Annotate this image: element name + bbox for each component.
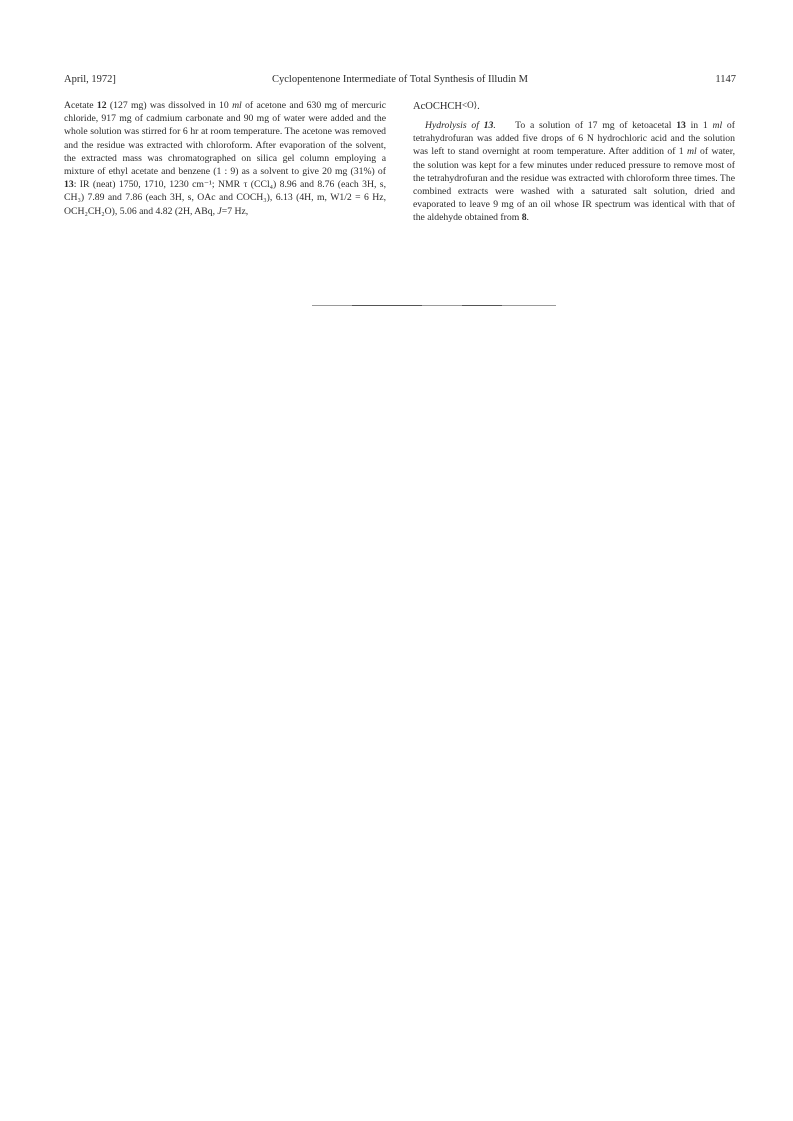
coupling-constant: J bbox=[217, 205, 222, 217]
text-run: : IR (neat) 1750, 1710, 1230 cm⁻¹; NMR τ (CCl₄) 8.96 and 8.76 (each 3H, s, CH₃) 7.89 and 7.86 (each 3H, s, OAc and COCH₃), 6.13 (4H, m, W1/2 = 6 Hz, OCH₂CH₂O), 5.06 and 4.82 (2H, ABq, bbox=[64, 179, 386, 217]
text-run: =7 Hz, bbox=[221, 205, 249, 217]
compound-number: 13 bbox=[676, 120, 686, 131]
experimental-paragraph bbox=[64, 99, 386, 218]
page-number: 1147 bbox=[715, 74, 736, 85]
chemical-formula bbox=[413, 97, 735, 115]
unit-ml: ml bbox=[686, 146, 697, 158]
text-run: of acetone and 630 mg of mercuric chloride, 917 mg of cadmium carbonate and 90 mg of water were added and the whole solution was stirred for 6 hr at room temperature. The acetone was removed and the residue was extracted with chloroform. After evaporation of the solvent, the extracted mass was chromatographed on silica gel column employing a mixture of ethyl acetate and benzene (1 : 9) as a solvent to give 20 mg (31%) of bbox=[64, 100, 387, 178]
right-column bbox=[413, 97, 735, 225]
unit-ml: ml bbox=[232, 100, 242, 111]
compound-number: 8 bbox=[521, 212, 527, 224]
journal-date: April, 1972] bbox=[64, 74, 116, 85]
text-run: . bbox=[526, 212, 529, 224]
running-title: Cyclopentenone Intermediate of Total Synthesis of Illudin M bbox=[272, 74, 528, 85]
compound-number: 13 bbox=[64, 179, 74, 191]
section-heading: Hydrolysis of bbox=[425, 120, 484, 131]
text-run: To a solution of 17 mg of ketoacetal bbox=[515, 120, 677, 131]
formula-text: AcOCHCH bbox=[413, 101, 462, 112]
running-header bbox=[64, 72, 736, 88]
text-run: Acetate bbox=[64, 100, 97, 111]
text-run: of tetrahydrofuran was added five drops of 6 N hydrochloric acid and the solution was left to stand overnight at room temperature. After addition of 1 bbox=[413, 120, 736, 158]
section-heading-number: 13 bbox=[483, 120, 494, 131]
text-run: in 1 bbox=[685, 120, 713, 131]
rule-segment bbox=[462, 305, 502, 306]
hydrolysis-paragraph bbox=[413, 119, 735, 225]
formula-end: . bbox=[477, 101, 480, 112]
compound-number: 12 bbox=[96, 100, 107, 111]
text-run: of water, the solution was kept for a few minutes under reduced pressure to remove most of the tetrahydrofuran and the residue was extracted with chloroform three times. The combined extracts were washed with a saturated salt solution, dried and evaporated to leave 9 mg of an oil whose IR spectrum was identical with that of the aldehyde obtained from bbox=[413, 146, 735, 224]
section-heading-end: . bbox=[493, 120, 496, 131]
text-run: (127 mg) was dissolved in 10 bbox=[106, 100, 233, 111]
end-rule bbox=[312, 305, 556, 306]
left-column bbox=[64, 99, 386, 218]
dioxolane-ring: <O⟩ bbox=[462, 100, 478, 110]
rule-segment bbox=[352, 305, 422, 306]
unit-ml: ml bbox=[712, 120, 723, 131]
